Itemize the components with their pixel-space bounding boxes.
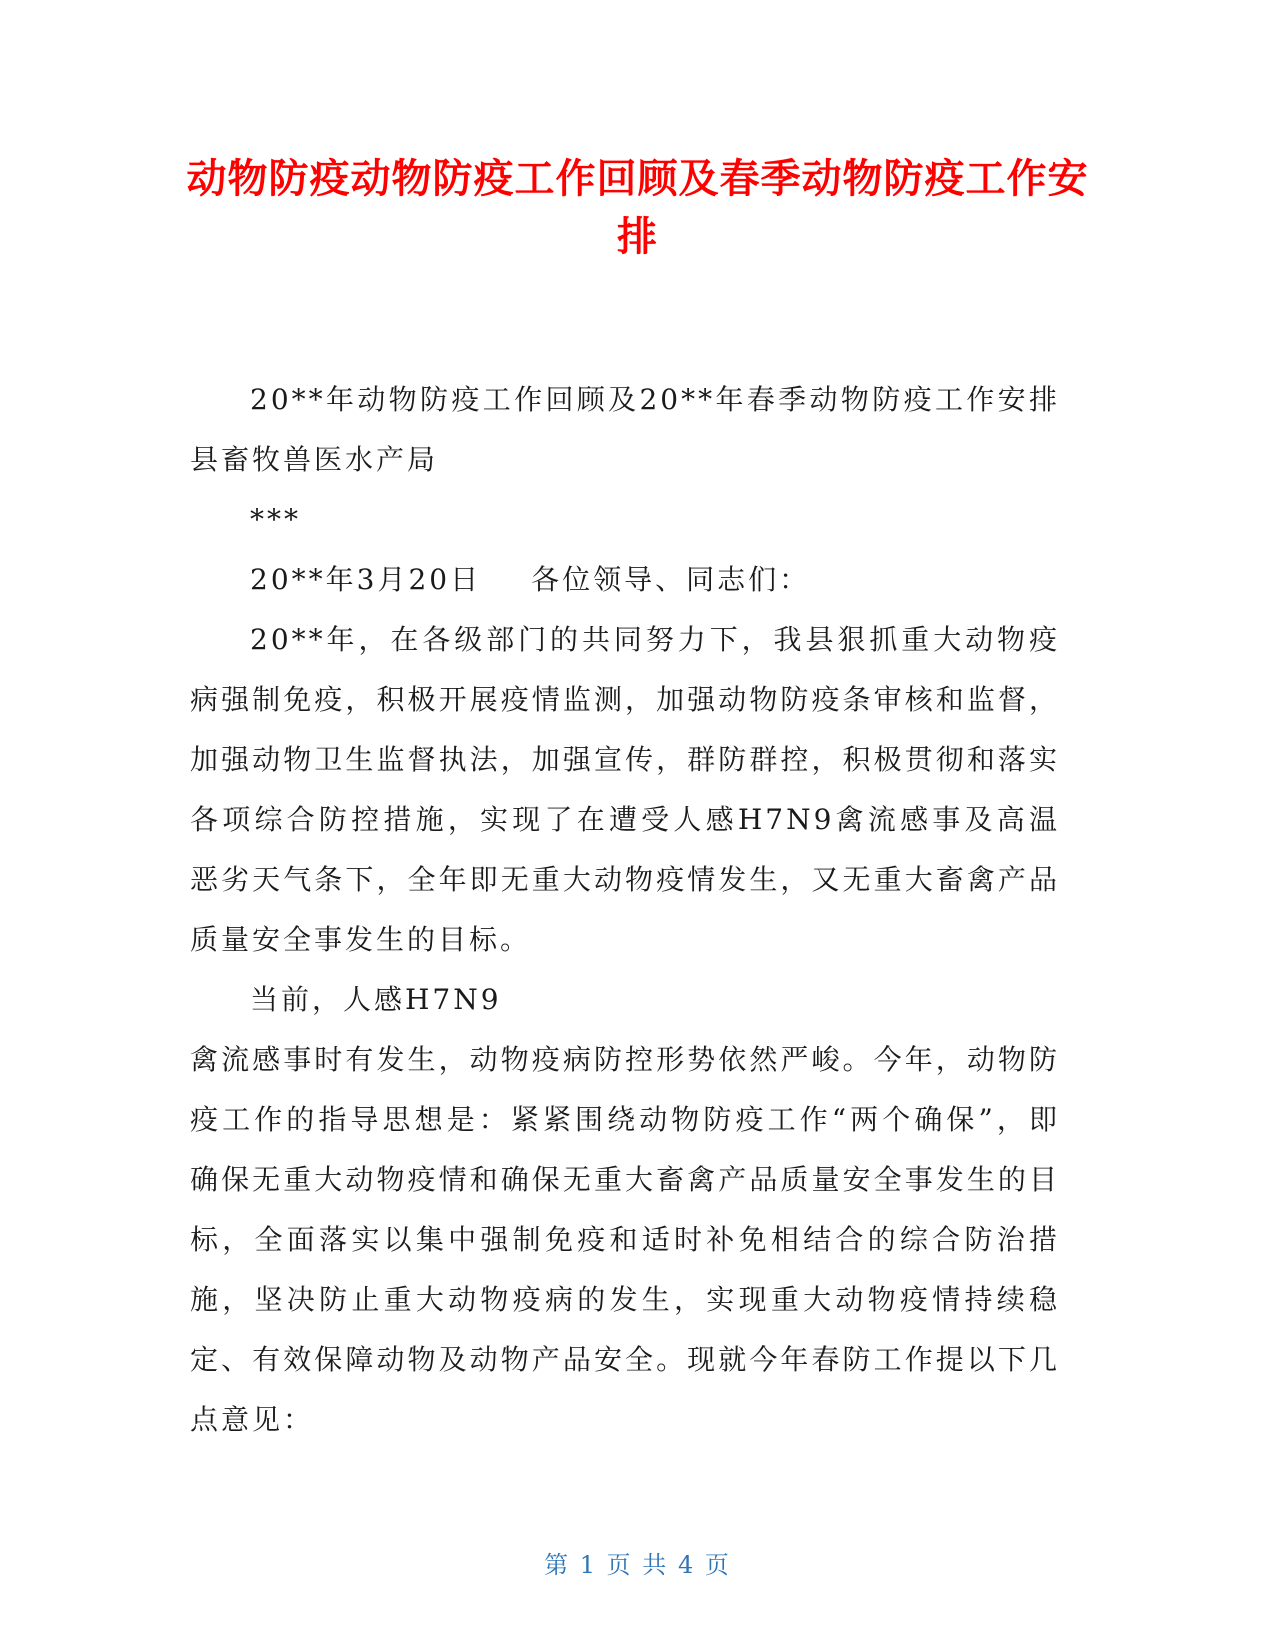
heading-line-paragraph: 20**年动物防疫工作回顾及20**年春季动物防疫工作安排县畜牧兽医水产局: [190, 383, 1060, 476]
author-line: ***: [250, 503, 301, 536]
date-salutation-line: [190, 550, 1060, 610]
review-paragraph: 20**年，在各级部门的共同努力下，我县狠抓重大动物疫病强制免疫，积极开展疫情监测，加强动物防疫条审核和监督，加强动物卫生监督执法，加强宣传，群防群控，积极贯彻和落实各项综合防控措施，实现了在遭受人感H7N9禽流感事及高温恶劣天气条下，全年即无重大动物疫情发生，又无重大畜禽产品质量安全事发生的目标。: [190, 623, 1060, 956]
page-number-footer: 第 1 页 共 4 页: [544, 1551, 731, 1579]
date-text: 20**年3月20日: [250, 563, 482, 596]
current-situation-paragraph: 禽流感事时有发生，动物疫病防控形势依然严峻。今年，动物防疫工作的指导思想是：紧紧围绕动物防疫工作“两个确保”，即确保无重大动物疫情和确保无重大畜禽产品质量安全事发生的目标，全面落实以集中强制免疫和适时补免相结合的综合防治措施，坚决防止重大动物疫病的发生，实现重大动物疫情持续稳定、有效保障动物及动物产品安全。现就今年春防工作提以下几点意见：: [190, 1043, 1060, 1436]
document-title: 动物防疫动物防疫工作回顾及春季动物防疫工作安排: [186, 156, 1089, 260]
salutation-text: 各位领导、同志们：: [531, 563, 811, 596]
current-situation-start: 当前，人感H7N9: [250, 983, 502, 1016]
